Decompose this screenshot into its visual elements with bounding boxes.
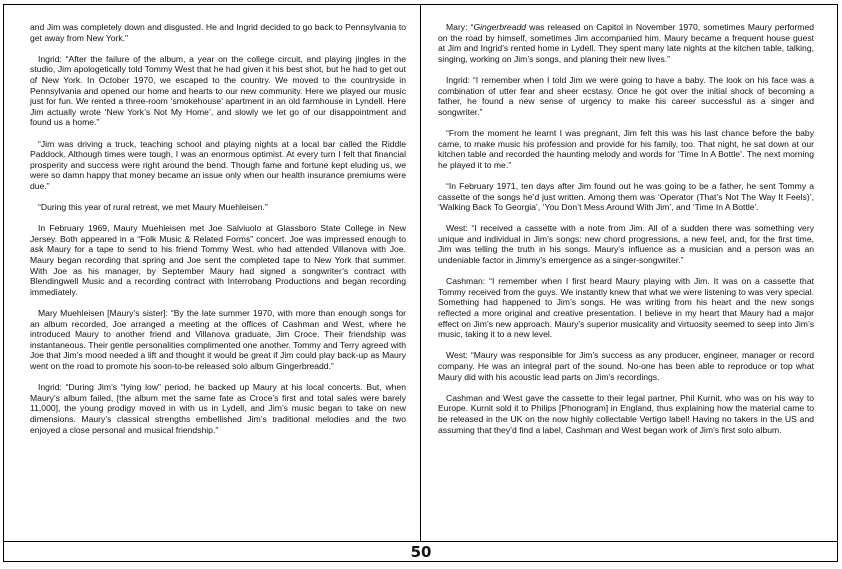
paragraph: “From the moment he learnt I was pregnant, Jim felt this was his last chance before the baby came, to make music his profession and provide for his family, too. That night, he sat down at our kitchen table and recorded the haunting melody and words for ‘Time In A Bottle’. The next morning he played it to me.” [438, 127, 814, 170]
paragraph-prefix: Mary: “ [446, 22, 474, 32]
paragraph-rest: was released on Capitol in November 1970, sometimes Maury performed on the road by himself, sometimes Jim accompanied him. Maury became a frequent house guest at Jim and Ingrid’s rented home in Lydell. They spent many late nights at the kitchen table, talking, singing, working on Jim’s songs, and planing their new lives.” [438, 22, 815, 64]
paragraph: In February 1969, Maury Muehleisen met Joe Salviuolo at Glassboro State College in New Jersey. Both appeared in a “Folk Music & Related Forms” concert. Joe was impressed enough to ask Maury for a tape to send to his friend Tommy West, who had attended Villanova with Joe. Maury began recording that spring and Joe sent the completed tape to New York that summer. With Joe as his manager, by September Maury had signed a songwriter’s contract with Blendingwell Music and a recording contract with Interrobang Productions and began recording immediately. [30, 223, 406, 297]
paragraph: “Jim was driving a truck, teaching school and playing nights at a local bar called the Riddle Paddock. Although times were tough, I was an enormous optimist. At every turn I felt that financial prosperity and success were right around the bend. Though fame and fortune kept eluding us, we were so damn happy that money became an issue only when our health insurance premiums were due.” [30, 138, 406, 191]
paragraph: Ingrid: “After the failure of the album, a year on the college circuit, and playing jingles in the studio, Jim apologetically told Tommy West that he had given it his best shot, but he had to get out of New York. In October 1970, we escaped to the country. We moved to the countryside in Pennsylvania and opened our home and hearts to our new community. Here we played our music just for fun. We rented a three-room ‘smokehouse’ apartment in an old farmhouse in Lyndell. Here Jim actually wrote ‘New York’s Not My Home’, and slowly we let go of our disappointment and found us a home.” [30, 53, 406, 128]
page-number: 50 [410, 543, 432, 561]
footer-rule [3, 541, 838, 542]
paragraph: Mary Muehleisen [Maury’s sister]: “By the late summer 1970, with more than enough songs for an album recorded, Joe arranged a meeting at the offices of Cashman and West, where he introduced Maury to another friend and Villanova graduate, Jim Croce. Their friendship was instantaneous. Their gentle personalities complimented one another. Tommy and Terry agreed with Joe that Jim’s mood needed a lift and thought it would be great if Jim could play back-up as Maury went on the road to promote his soon-to-be released solo album Gingerbreadd.” [30, 308, 406, 371]
paragraph: West: “I received a cassette with a note from Jim. All of a sudden there was something very unique and individual in Jim’s songs: new chord progressions, a new feel, and, for the first time, Jim was telling the truth in his songs. Maury’s influence as a musician and a person was an undeniable factor in Jimmy’s emergence as a singer-songwriter.” [438, 223, 814, 266]
column-divider [420, 5, 421, 542]
paragraph [438, 22, 814, 64]
paragraph: West: “Maury was responsible for Jim’s success as any producer, engineer, manager or record company. He was an integral part of the sound. No-one has been able to reproduce or top what Maury did with his acoustic lead parts on Jim’s recordings. [438, 350, 814, 382]
paragraph: and Jim was completely down and disgusted. He and Ingrid decided to go back to Pennsylvania to get away from New York." [30, 22, 406, 43]
left-column [30, 22, 406, 435]
paragraph: Cashman and West gave the cassette to their legal partner, Phil Kurnit, who was on his way to Europe. Kurnit sold it to Philips [Phonogram] in England, thus explaining how the material came to be released in the UK on the now highly collectable Vertigo label! Having no takers in the US and assuming that they’d find a label, Cashman and West began work of Jim’s first solo album. [438, 392, 814, 435]
paragraph: Ingrid: “During Jim’s “lying low” period, he backed up Maury at his local concerts. But, when Maury’s album failed, [the album met the same fate as Croce’s first and total sales were barely 11,000], the young prodigy moved in with us in Lydell, and Jim’s music began to take on new dimensions. Maury’s classical strengths embellished Jim’s traditional melodies and the two enjoyed a close personal and musical friendship.” [30, 382, 406, 435]
paragraph: Ingrid: “I remember when I told Jim we were going to have a baby. The look on his face was a combination of utter fear and sheer ecstasy. Once he got over the initial shock of becoming a father, he found a new sense of urgency to make his career successful as a singer and songwriter.” [438, 74, 814, 117]
paragraph: Cashman: “I remember when I first heard Maury playing with Jim. It was on a cassette that Tommy received from the guys. We instantly knew that what we were listening to was very special. Something had happened to Jim’s songs. He was writing from his heart and the new songs reflected a more original and creative presentation. I believe in my heart that Maury had a major effect on Jim’s new approach. Maury’s superior musicality and virtuosity seemed to seep into Jim’s music, taking it to a new level. [438, 276, 814, 340]
right-column [438, 22, 814, 435]
paragraph: “During this year of rural retreat, we met Maury Muehleisen.” [38, 202, 268, 213]
paragraph: “In February 1971, ten days after Jim found out he was going to be a father, he sent Tommy a cassette of the songs he’d just written. Among them was ‘Operator (That’s Not The Way It Feels)’, ‘Walking Back To Georgia’, ‘You Don’t Mess Around With Jim’, and ‘Time In A Bottle’. [438, 180, 814, 213]
album-title: Gingerbreadd [473, 22, 527, 32]
